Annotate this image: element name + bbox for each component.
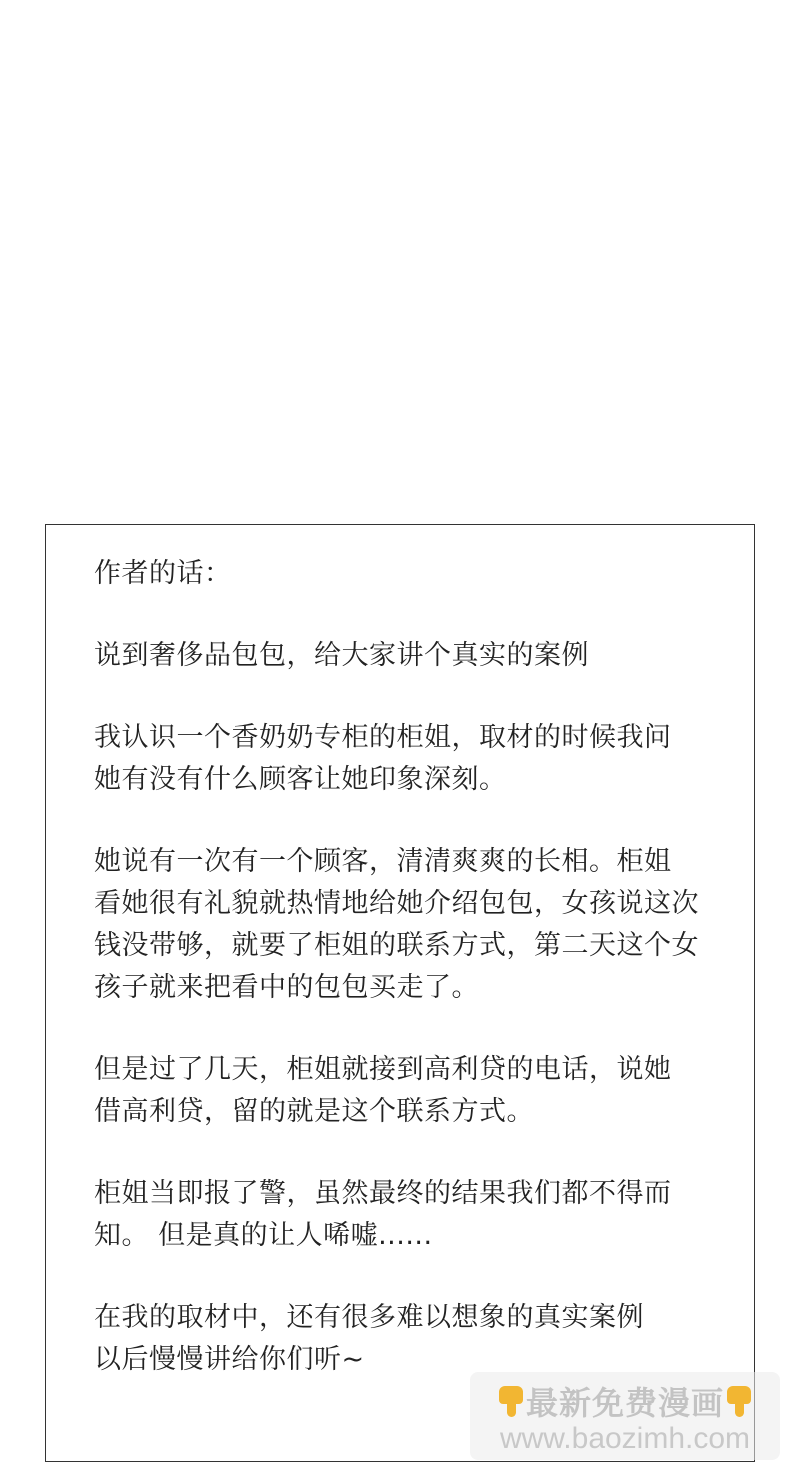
note-line: 孩子就来把看中的包包买走了。	[94, 972, 479, 1003]
note-line: 借高利贷，留的就是这个联系方式。	[94, 1096, 534, 1127]
note-paragraph-5	[94, 1173, 754, 1257]
note-line: 钱没带够，就要了柜姐的联系方式，第二天这个女	[94, 930, 699, 961]
note-paragraph-1	[94, 635, 754, 677]
note-line: 但是过了几天，柜姐就接到高利贷的电话，说她	[94, 1054, 672, 1085]
note-heading: 作者的话：	[94, 558, 232, 589]
site-watermark[interactable]	[470, 1372, 780, 1460]
author-note-text	[94, 553, 754, 1421]
note-paragraph-3	[94, 841, 754, 1009]
note-line: 知。 但是真的让人唏嘘......	[94, 1220, 433, 1251]
note-line: 柜姐当即报了警，虽然最终的结果我们都不得而	[94, 1178, 672, 1209]
pointing-down-hand-icon	[496, 1384, 526, 1418]
note-paragraph-4	[94, 1049, 754, 1133]
pointing-down-hand-icon	[724, 1384, 754, 1418]
note-line: 看她很有礼貌就热情地给她介绍包包，女孩说这次	[94, 888, 699, 919]
note-paragraph-2	[94, 717, 754, 801]
note-paragraph-6	[94, 1297, 754, 1381]
note-line: 在我的取材中，还有很多难以想象的真实案例	[94, 1302, 644, 1333]
note-line: 她说有一次有一个顾客，清清爽爽的长相。柜姐	[94, 846, 672, 877]
watermark-top-row	[470, 1378, 780, 1424]
watermark-url: www.baozimh.com	[499, 1422, 751, 1455]
watermark-top-text: 最新免费漫画	[525, 1384, 724, 1422]
note-line: 说到奢侈品包包，给大家讲个真实的案例	[94, 640, 589, 671]
note-line: 我认识一个香奶奶专柜的柜姐，取材的时候我问	[94, 722, 672, 753]
author-note-box	[45, 524, 755, 1462]
note-line: 以后慢慢讲给你们听~	[94, 1344, 365, 1375]
note-line: 她有没有什么顾客让她印象深刻。	[94, 764, 507, 795]
